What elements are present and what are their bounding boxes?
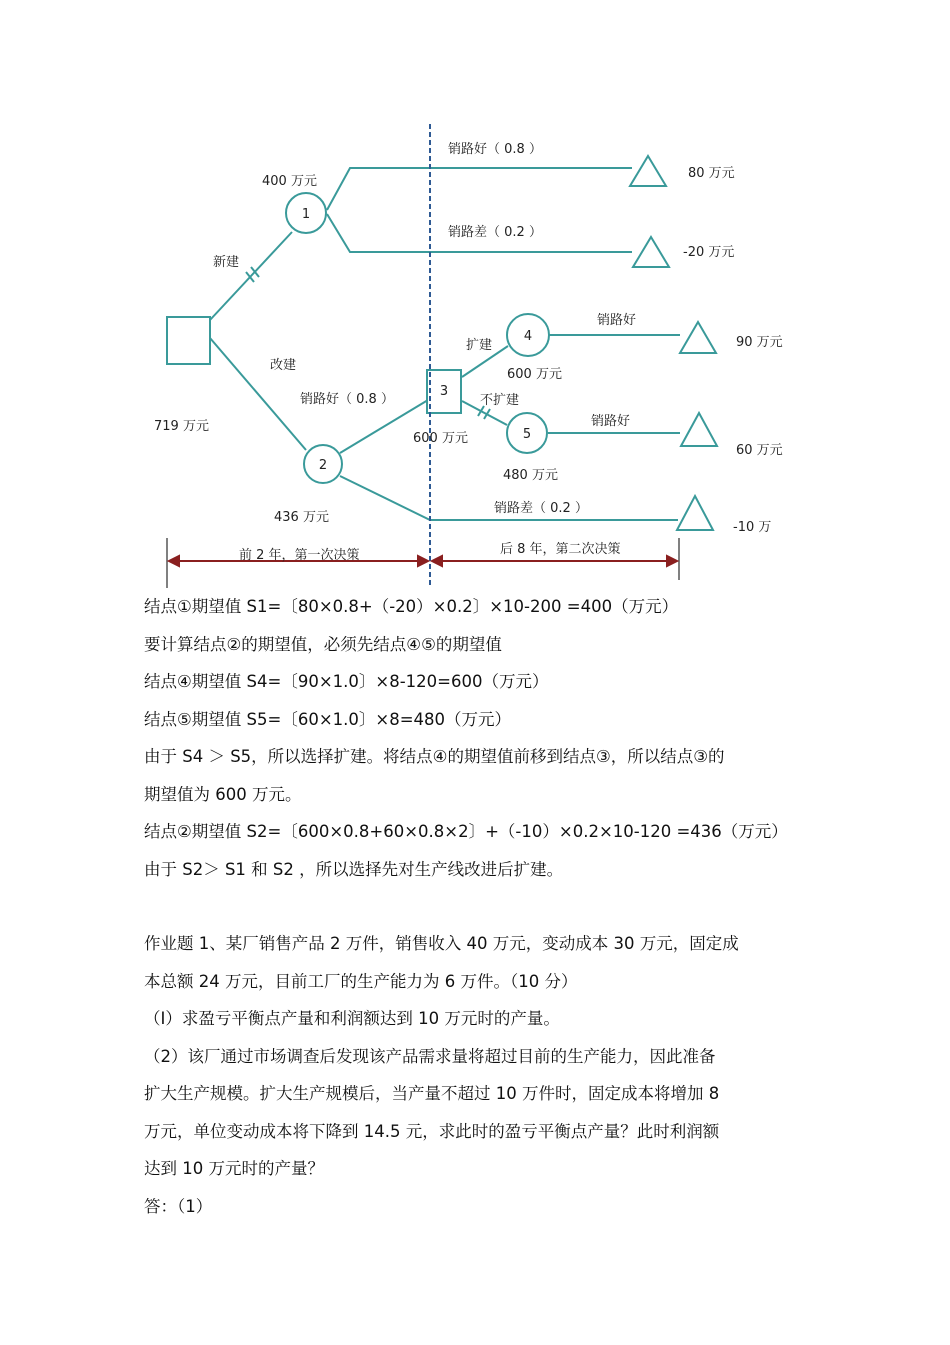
text-line: 期望值为 600 万元。 xyxy=(144,784,302,804)
arrow-head xyxy=(418,556,428,566)
decision-tree-diagram xyxy=(0,0,950,600)
branch-new xyxy=(210,232,292,320)
payoff-triangle-3 xyxy=(680,322,716,353)
arrow-head xyxy=(432,556,442,566)
node1-id: 1 xyxy=(301,207,311,222)
n4-good-label: 销路好 xyxy=(597,313,637,328)
branch-renovate-label: 改建 xyxy=(270,358,297,373)
payoff4-label: 60 万元 xyxy=(736,443,783,458)
branch-new-label: 新建 xyxy=(213,255,240,270)
homework-line: 作业题 1、某厂销售产品 2 万件，销售收入 40 万元，变动成本 30 万元，固定成 xyxy=(144,934,739,953)
n1-bad-label: 销路差（ 0.2 ） xyxy=(448,225,542,240)
payoff-triangle-2 xyxy=(633,237,669,267)
decision-main-value: 719 万元 xyxy=(154,419,209,434)
node5-id: 5 xyxy=(522,427,532,442)
homework-line: （I）求盈亏平衡点产量和利润额达到 10 万元时的产量。 xyxy=(144,1009,560,1028)
text-line: 结点②期望值 S2=〔600×0.8+60×0.8×2〕+（-10）×0.2×10-120 =436（万元） xyxy=(144,822,788,841)
payoff-triangle-4 xyxy=(681,413,717,446)
arrow-head xyxy=(667,556,677,566)
homework-line: 本总额 24 万元，目前工厂的生产能力为 6 万件。（10 分） xyxy=(144,971,578,991)
homework-line: 万元，单位变动成本将下降到 14.5 元，求此时的盈亏平衡点产量？此时利润额 xyxy=(144,1121,720,1141)
text-line: 由于 S2＞ S1 和 S2 ，所以选择先对生产线改进后扩建。 xyxy=(144,859,564,879)
period2-label: 后 8 年，第二次决策 xyxy=(500,542,621,557)
payoff-triangle-1 xyxy=(630,156,666,186)
node4-value: 600 万元 xyxy=(507,367,562,382)
node3-value: 600 万元 xyxy=(413,431,468,446)
payoff5-label: -10 万 xyxy=(733,520,772,535)
period1-label: 前 2 年，第一次决策 xyxy=(239,548,360,563)
text-line: 要计算结点②的期望值，必须先结点④⑤的期望值 xyxy=(144,634,502,654)
solution-text xyxy=(144,596,844,1233)
node1-value: 400 万元 xyxy=(262,174,317,189)
no-expand-label: 不扩建 xyxy=(480,393,520,408)
node4-id: 4 xyxy=(523,329,533,344)
homework-line: 扩大生产规模。扩大生产规模后，当产量不超过 10 万件时，固定成本将增加 8 xyxy=(144,1084,720,1103)
branch-renovate xyxy=(210,338,306,450)
n1-good-label: 销路好（ 0.8 ） xyxy=(448,142,542,157)
node2-value: 436 万元 xyxy=(274,510,329,525)
branch-n1-good xyxy=(327,168,632,210)
node5-value: 480 万元 xyxy=(503,468,558,483)
homework-line: 答：（1） xyxy=(144,1196,213,1216)
arrow-head xyxy=(169,556,179,566)
node3-id: 3 xyxy=(439,384,449,399)
n5-good-label: 销路好 xyxy=(591,414,631,429)
n2-bad-label: 销路差（ 0.2 ） xyxy=(494,501,588,516)
payoff1-label: 80 万元 xyxy=(688,166,735,181)
expand-label: 扩建 xyxy=(466,338,493,353)
text-line: 结点④期望值 S4=〔90×1.0〕×8-120=600（万元） xyxy=(144,672,549,691)
payoff3-label: 90 万元 xyxy=(736,335,783,350)
homework-line: （2）该厂通过市场调查后发现该产品需求量将超过目前的生产能力，因此准备 xyxy=(144,1046,716,1066)
homework-line: 达到 10 万元时的产量？ xyxy=(144,1159,324,1178)
payoff-triangle-5 xyxy=(677,496,713,530)
node2-id: 2 xyxy=(318,458,328,473)
payoff2-label: -20 万元 xyxy=(683,245,735,260)
text-line: 结点⑤期望值 S5=〔60×1.0〕×8=480（万元） xyxy=(144,709,512,729)
n2-good-label: 销路好（ 0.8 ） xyxy=(300,392,394,407)
text-line: 结点①期望值 S1=〔80×0.8+（-20）×0.2〕×10-200 =400（万元） xyxy=(144,597,679,616)
text-line: 由于 S4 ＞ S5，所以选择扩建。将结点④的期望值前移到结点③，所以结点③的 xyxy=(144,747,725,766)
decision-node-main xyxy=(167,317,210,364)
